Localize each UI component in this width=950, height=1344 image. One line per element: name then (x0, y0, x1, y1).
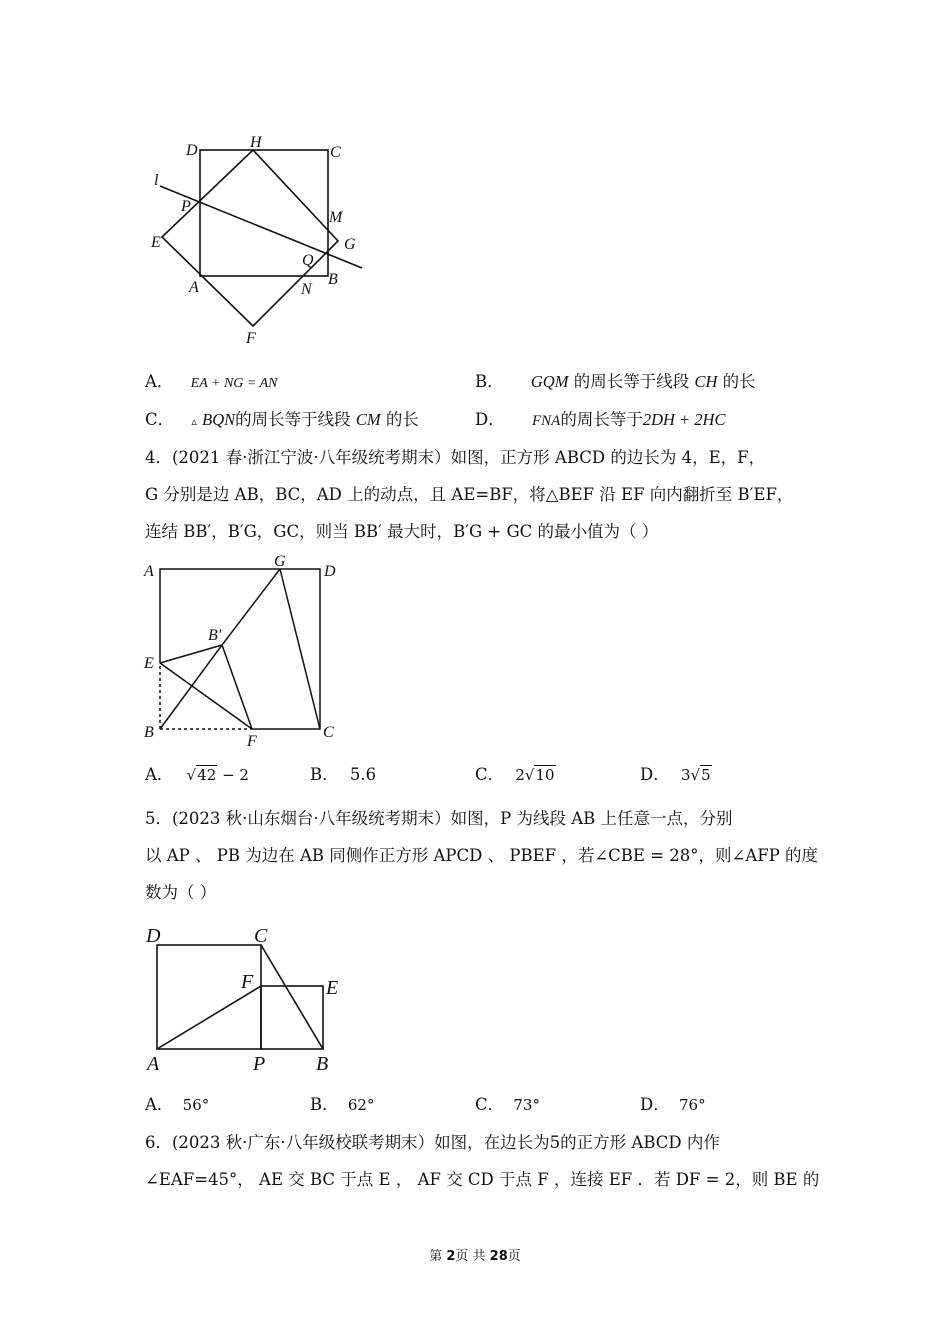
q5-option-b[interactable] (310, 1093, 374, 1117)
label-B: B (316, 1053, 329, 1075)
option-letter: D． (640, 1095, 670, 1114)
option-text: 的长 (717, 372, 756, 391)
label-P: P (181, 198, 191, 215)
label-E: E (151, 234, 161, 251)
radicand: 10 (535, 766, 555, 784)
option-letter: A． (145, 765, 174, 784)
q4-line-3: 连结 BB′，B′G，GC，则当 BB′ 最大时，B′G + GC 的最小值为（ ） (145, 522, 659, 541)
label-N: N (301, 281, 312, 298)
q6-line-1: 6．(2023 秋·广东·八年级校联考期末）如图，在边长为5的正方形 ABCD 内作 (145, 1133, 720, 1152)
coefficient: 3 (680, 766, 691, 784)
option-letter: C． (145, 410, 175, 429)
segment-cb (261, 945, 323, 1049)
label-E: E (144, 655, 154, 672)
segment-ef (160, 663, 252, 729)
q5-option-d[interactable] (640, 1093, 706, 1117)
label-A: A (189, 279, 199, 296)
segment-b-prime-g (222, 569, 280, 645)
q3-option-b[interactable] (475, 370, 756, 394)
coefficient: 2 (515, 766, 525, 784)
q4-option-c[interactable]: C． 2√10 (475, 765, 555, 784)
footer-mid: 页 共 (455, 1249, 490, 1264)
q5-option-c[interactable] (475, 1093, 540, 1117)
option-letter: B． (310, 1095, 339, 1114)
segment-bb-prime (160, 645, 222, 729)
footer-pre: 第 (429, 1249, 447, 1264)
label-G: G (344, 236, 356, 253)
figure-folded-square (140, 548, 350, 748)
label-E: E (326, 977, 339, 999)
option-letter: C． (475, 1095, 505, 1114)
label-D: D (146, 925, 161, 947)
radicand: 42 (197, 766, 217, 784)
radicand: 5 (701, 766, 711, 784)
figure-square-with-rotated-square (140, 130, 380, 350)
option-text: − 2 (217, 766, 249, 784)
label-F: F (241, 971, 254, 993)
option-text: 62° (347, 1096, 375, 1114)
label-A: A (147, 1053, 160, 1075)
q5-line-2: 以 AP 、 PB 为边在 AB 同侧作正方形 APCD 、 PBEF ，若∠CBE = 28°，则∠AFP 的度 (145, 846, 819, 865)
option-text: 的长 (380, 410, 419, 429)
option-text: 的周长等于线段 (568, 372, 695, 391)
option-letter: A． (145, 372, 174, 391)
label-G: G (274, 553, 286, 570)
q5-line-3: 数为（ ） (145, 883, 217, 902)
square-efgh (162, 150, 338, 326)
segment-gc (280, 569, 320, 729)
q4-option-b[interactable] (310, 763, 376, 787)
label-C: C (323, 724, 334, 741)
label-H: H (250, 134, 262, 151)
option-math: 2DH + 2HC (642, 410, 726, 429)
segment-b-prime-f (222, 645, 252, 729)
option-text: 76° (678, 1096, 706, 1114)
q4-option-a[interactable]: A． √42 − 2 (145, 765, 249, 784)
option-letter: A． (145, 1095, 174, 1114)
option-text: 的周长等于 (560, 410, 643, 429)
option-letter: B． (475, 372, 504, 391)
footer-total-pages: 28 (489, 1249, 508, 1264)
option-math: GQM (530, 372, 569, 391)
footer-page-number: 2 (446, 1249, 456, 1264)
option-math: CM (355, 410, 381, 429)
square-abcd (160, 569, 320, 729)
label-l: l (154, 172, 159, 189)
option-text: 5.6 (349, 765, 377, 784)
figure-two-squares (140, 918, 350, 1078)
triangle-symbol: ▵ (191, 415, 197, 428)
option-math: BQN (202, 410, 236, 429)
q3-option-c[interactable] (145, 408, 419, 434)
q4-line-2: G 分别是边 AB，BC，AD 上的动点，且 AE=BF，将△BEF 沿 EF 向内翻折至 B′EF， (145, 485, 794, 504)
label-D: D (186, 142, 198, 159)
option-letter: D． (640, 765, 670, 784)
square-apcd (157, 945, 261, 1049)
q3-option-a[interactable] (145, 370, 278, 396)
option-letter: B． (310, 765, 339, 784)
option-math: CH (694, 372, 718, 391)
label-B-prime: B′ (208, 627, 222, 644)
label-Q: Q (302, 252, 314, 269)
q4-line-1: 4．(2021 春·浙江宁波·八年级统考期末）如图，正方形 ABCD 的边长为 4，E，F， (145, 448, 766, 467)
label-F: F (247, 733, 257, 748)
label-B: B (144, 724, 154, 741)
option-text: EA + NG = AN (190, 376, 278, 391)
footer-post: 页 (507, 1249, 521, 1264)
label-B: B (328, 271, 338, 288)
option-text: 56° (182, 1096, 210, 1114)
label-D: D (324, 563, 336, 580)
label-M: M (329, 209, 343, 226)
option-text: 73° (513, 1096, 540, 1114)
option-text: 的周长等于线段 (235, 410, 356, 429)
q5-line-1: 5．(2023 秋·山东烟台·八年级统考期末）如图，P 为线段 AB 上任意一点，分别 (145, 809, 733, 828)
q5-option-a[interactable] (145, 1093, 209, 1117)
option-letter: D． (475, 410, 505, 429)
segment-af (157, 986, 261, 1049)
label-F: F (246, 330, 256, 347)
label-C: C (330, 144, 341, 161)
q4-option-d[interactable]: D． 3√5 (640, 765, 711, 784)
option-letter: C． (475, 765, 505, 784)
label-P: P (253, 1053, 266, 1075)
label-A: A (144, 563, 154, 580)
q3-option-d[interactable] (475, 408, 725, 433)
option-math: FNA (531, 413, 561, 429)
page-footer (0, 1245, 950, 1264)
segment-eb-prime (160, 645, 222, 663)
label-C: C (254, 925, 268, 947)
q6-line-2: ∠EAF=45°， AE 交 BC 于点 E ， AF 交 CD 于点 F ，连接 EF ．若 DF = 2，则 BE 的 (145, 1170, 820, 1189)
